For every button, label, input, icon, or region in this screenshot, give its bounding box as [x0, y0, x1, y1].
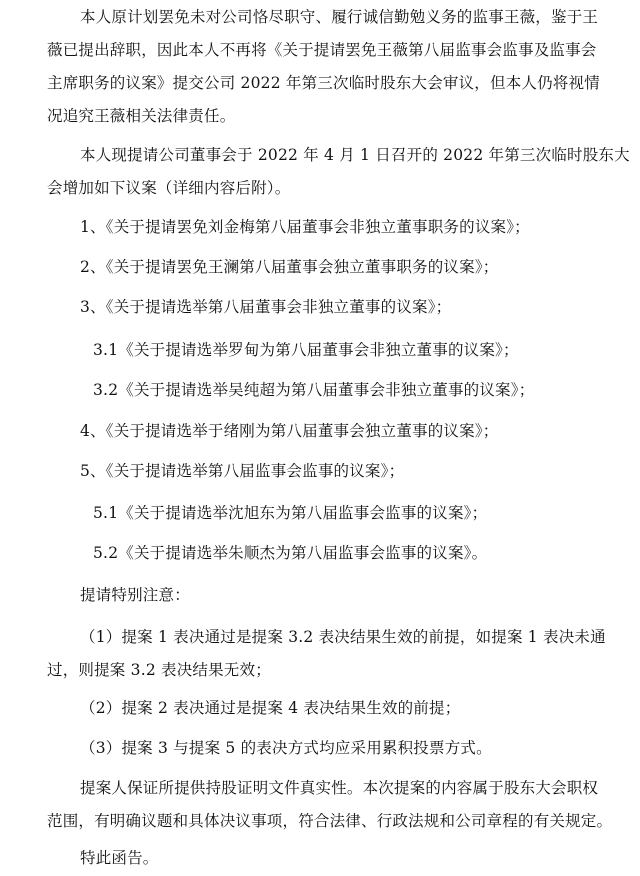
proposal-1: 1、《关于提请罢免刘金梅第八届董事会非独立董事职务的议案》； — [80, 218, 530, 236]
notice-item-2: （2）提案 2 表决通过是提案 4 表决结果生效的前提； — [80, 699, 461, 717]
paragraph-1-line-4: 况追究王薇相关法律责任。 — [47, 107, 236, 125]
proposal-3: 3、《关于提请选举第八届董事会非独立董事的议案》； — [80, 298, 452, 316]
guarantee-line-1: 提案人保证所提供持股证明文件真实性。本次提案的内容属于股东大会职权 — [80, 779, 599, 797]
paragraph-1-line-1: 本人原计划罢免未对公司恪尽职守、履行诚信勤勉义务的监事王薇，鉴于王 — [80, 8, 599, 26]
closing-line: 特此函告。 — [80, 849, 159, 867]
notice-item-3: （3）提案 3 与提案 5 的表决方式均应采用累积投票方式。 — [80, 739, 492, 757]
proposal-5-1: 5.1《关于提请选举沈旭东为第八届监事会监事的议案》； — [93, 504, 488, 522]
paragraph-2-line-1: 本人现提请公司董事会于 2022 年 4 月 1 日召开的 2022 年第三次临时股东大 — [80, 146, 630, 164]
proposal-2: 2、《关于提请罢免王澜第八届董事会独立董事职务的议案》； — [80, 258, 499, 276]
proposal-3-2: 3.2《关于提请选举吴纯超为第八届董事会非独立董事的议案》； — [93, 381, 535, 399]
paragraph-2-line-2: 会增加如下议案（详细内容后附）。 — [47, 179, 291, 197]
proposal-3-1: 3.1《关于提请选举罗甸为第八届董事会非独立董事的议案》； — [93, 341, 519, 359]
proposal-5: 5、《关于提请选举第八届监事会监事的议案》； — [80, 462, 405, 480]
notice-item-1-line-2: 过，则提案 3.2 表决结果无效； — [47, 661, 271, 679]
notice-heading: 提请特别注意： — [80, 586, 190, 604]
proposal-5-2: 5.2《关于提请选举朱顺杰为第八届监事会监事的议案》。 — [93, 544, 488, 562]
paragraph-1-line-3: 主席职务的议案》提交公司 2022 年第三次临时股东大会审议，但本人仍将视情 — [47, 74, 600, 92]
notice-item-1-line-1: （1）提案 1 表决通过是提案 3.2 表决结果生效的前提，如提案 1 表决未通 — [80, 628, 606, 646]
paragraph-1-line-2: 薇已提出辞职，因此本人不再将《关于提请罢免王薇第八届监事会监事及监事会 — [47, 41, 597, 59]
guarantee-line-2: 范围，有明确议题和具体决议事项，符合法律、行政法规和公司章程的有关规定。 — [47, 812, 613, 830]
proposal-4: 4、《关于提请选举于绪刚为第八届董事会独立董事的议案》； — [80, 422, 499, 440]
